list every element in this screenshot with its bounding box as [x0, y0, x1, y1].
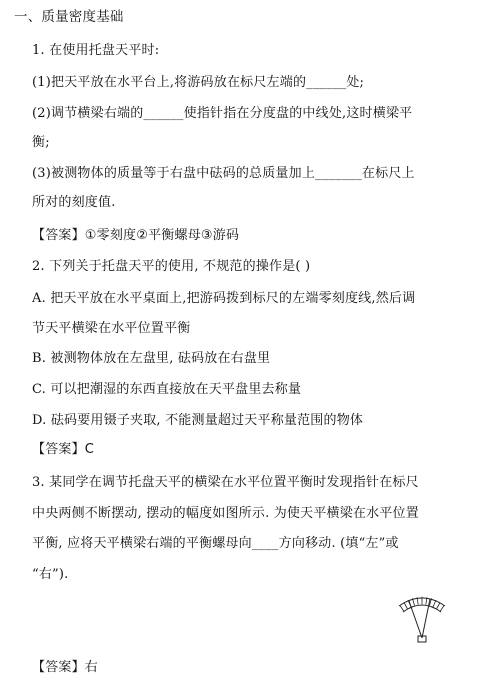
question-2-answer: 【答案】C: [32, 442, 95, 457]
question-2-option-b: B. 被测物体放在左盘里, 砝码放在右盘里: [32, 351, 271, 366]
question-1-item-2-line-2: 衡;: [32, 135, 50, 150]
question-2-option-d: D. 砝码要用镊子夹取, 不能测量超过天平称量范围的物体: [32, 413, 364, 428]
section-title: 一、质量密度基础: [14, 9, 124, 25]
question-1-stem: 1. 在使用托盘天平时:: [32, 43, 160, 58]
balance-pointer-scale-icon: [393, 592, 451, 644]
question-1-item-3-line-1: (3)被测物体的质量等于右盘中砝码的总质量加上_______在标尺上: [32, 166, 415, 181]
question-2-option-a-line-1: A. 把天平放在水平桌面上,把游码拨到标尺的左端零刻度线,然后调: [32, 291, 416, 306]
question-1-answer: 【答案】①零刻度②平衡螺母③游码: [32, 228, 240, 243]
question-2-option-c: C. 可以把潮湿的东西直接放在天平盘里去称量: [32, 382, 302, 397]
question-1-item-3-line-2: 所对的刻度值.: [32, 195, 116, 210]
question-1-item-1: (1)把天平放在水平台上,将游码放在标尺左端的______处;: [32, 75, 365, 90]
question-3-line-1: 3. 某同学在调节托盘天平的横梁在水平位置平衡时发现指针在标尺: [32, 475, 419, 490]
question-3-line-3: 平衡, 应将天平横梁右端的平衡螺母向____方向移动. (填“左”或: [32, 536, 399, 551]
question-2-option-a-line-2: 节天平横梁在水平位置平衡: [32, 321, 191, 336]
question-2-stem: 2. 下列关于托盘天平的使用, 不规范的操作是( ): [32, 259, 311, 274]
question-3-answer: 【答案】右: [32, 660, 99, 675]
question-3-line-2: 中央两侧不断摆动, 摆动的幅度如图所示. 为使天平横梁在水平位置: [32, 506, 419, 521]
question-1-item-2-line-1: (2)调节横梁右端的______使指针指在分度盘的中线处,这时横梁平: [32, 106, 413, 121]
question-3-line-4: “右”).: [32, 567, 69, 582]
